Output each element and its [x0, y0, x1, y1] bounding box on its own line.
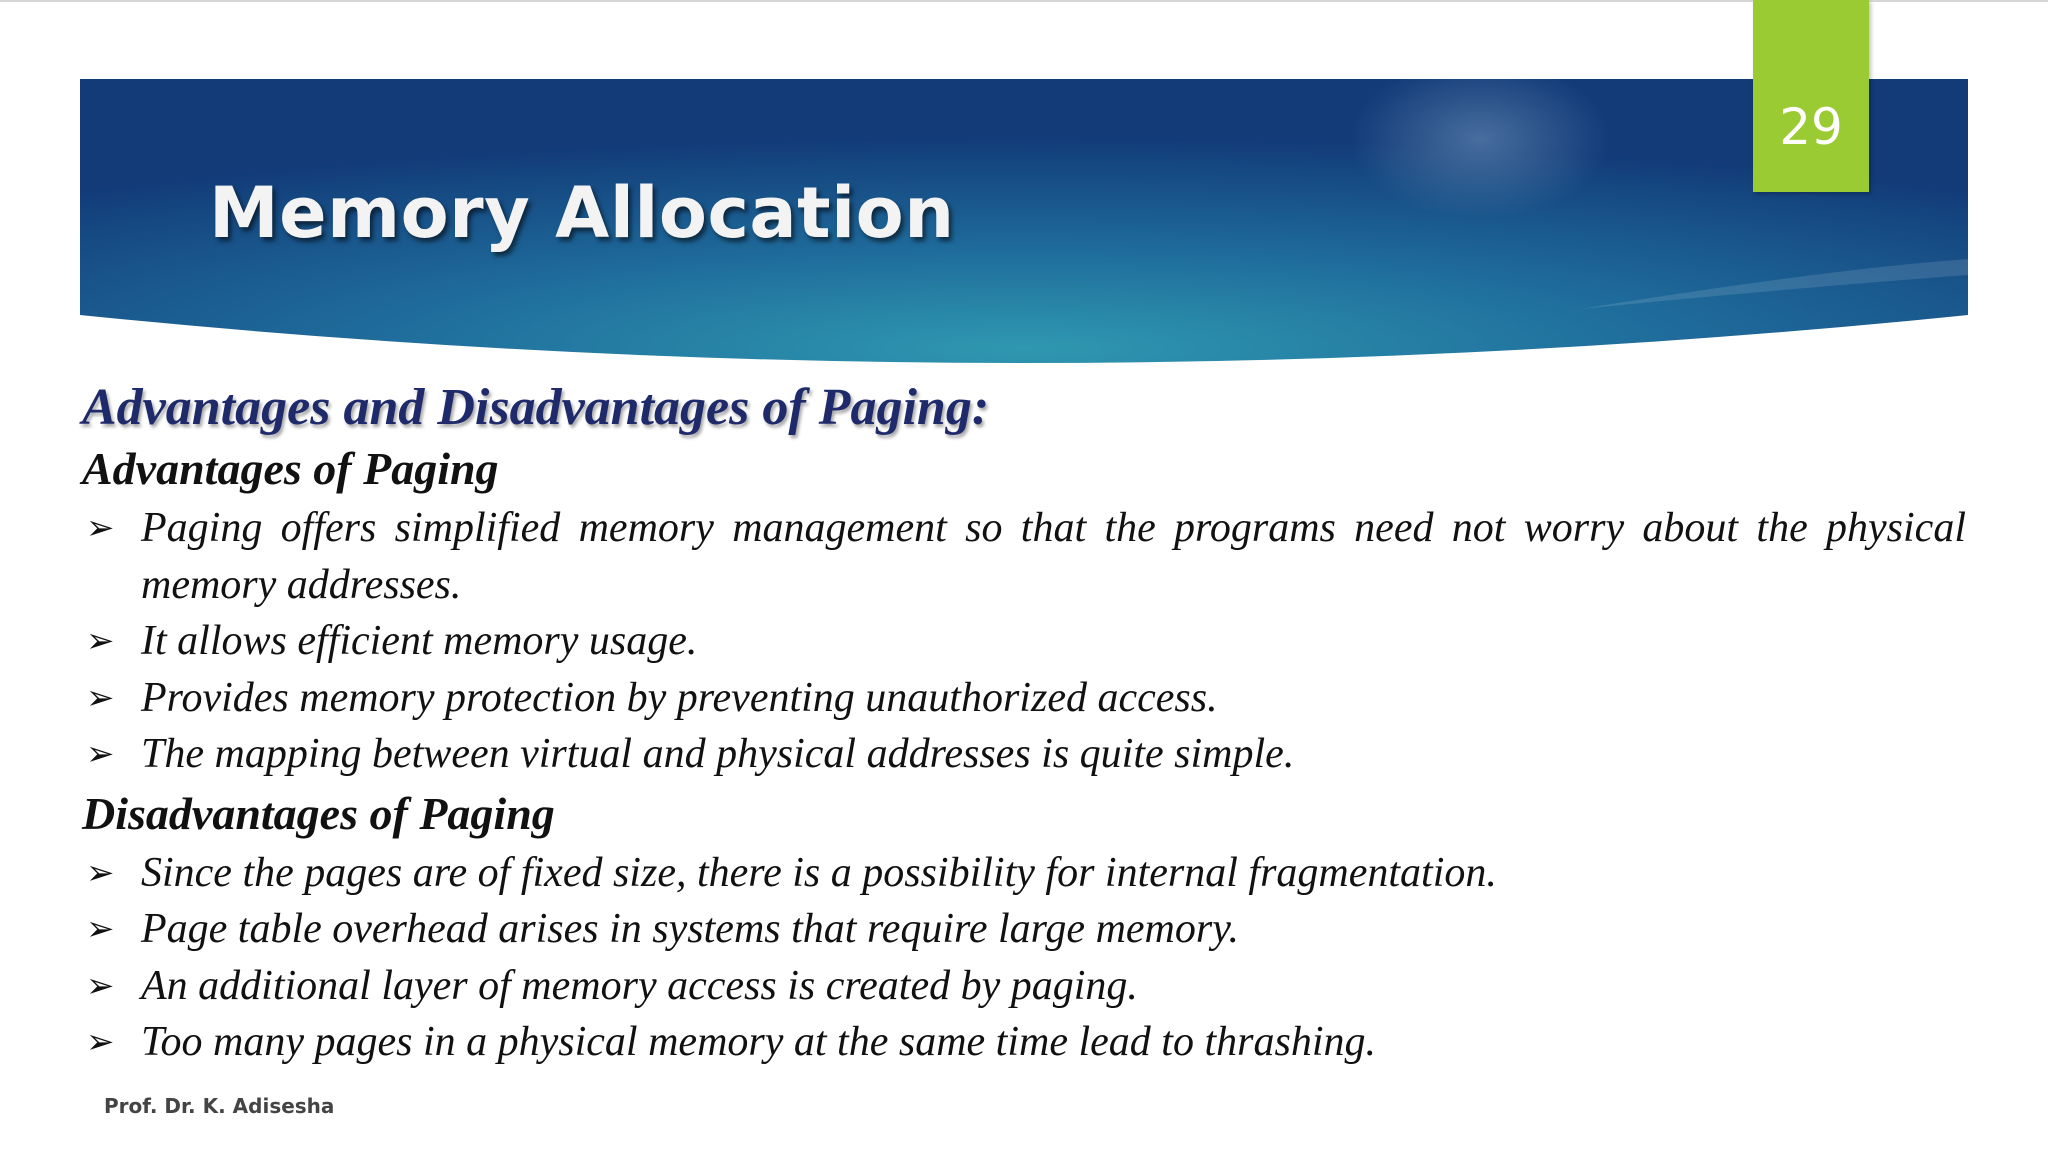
arrow-bullet-icon: ➢ [86, 965, 115, 1006]
list-item [82, 901, 1966, 958]
arrow-bullet-icon: ➢ [86, 852, 115, 893]
slide-number-tab [1753, 0, 1869, 192]
list-item-text: The mapping between virtual and physical addresses is quite simple. [141, 731, 1295, 777]
arrow-bullet-icon: ➢ [86, 621, 115, 661]
slide-title: Memory Allocation [209, 172, 955, 254]
list-item [82, 613, 1966, 670]
disadvantages-list [82, 845, 1966, 1071]
list-item-text: It allows efficient memory usage. [141, 618, 698, 664]
advantages-heading: Advantages of Paging [82, 443, 499, 494]
list-item-text: Since the pages are of fixed size, there is a possibility for internal fragmentation. [141, 849, 1497, 896]
advantages-list [82, 500, 1966, 783]
slide-number: 29 [1779, 98, 1843, 156]
slide-body [82, 378, 1966, 1071]
top-divider [0, 0, 2048, 2]
arrow-bullet-icon: ➢ [86, 508, 115, 548]
list-item [82, 500, 1966, 613]
list-item-text: Provides memory protection by preventing unauthorized access. [141, 674, 1218, 721]
footer-author: Prof. Dr. K. Adisesha [104, 1094, 335, 1118]
arrow-bullet-icon: ➢ [86, 677, 115, 718]
list-item-text: Paging offers simplified memory management so that the programs need not worry about the physical memory addresses. [141, 505, 1966, 608]
disadvantages-heading: Disadvantages of Paging [82, 787, 555, 839]
section-heading: Advantages and Disadvantages of Paging: [82, 379, 990, 436]
list-item-text: An additional layer of memory access is created by paging. [141, 962, 1138, 1009]
list-item [82, 1014, 1966, 1071]
list-item [82, 670, 1966, 727]
list-item [82, 726, 1966, 783]
arrow-bullet-icon: ➢ [86, 734, 115, 774]
list-item [82, 845, 1966, 902]
arrow-bullet-icon: ➢ [86, 1022, 115, 1062]
list-item [82, 958, 1966, 1015]
arrow-bullet-icon: ➢ [86, 909, 115, 949]
list-item-text: Page table overhead arises in systems that require large memory. [141, 906, 1240, 952]
list-item-text: Too many pages in a physical memory at the same time lead to thrashing. [141, 1019, 1377, 1065]
